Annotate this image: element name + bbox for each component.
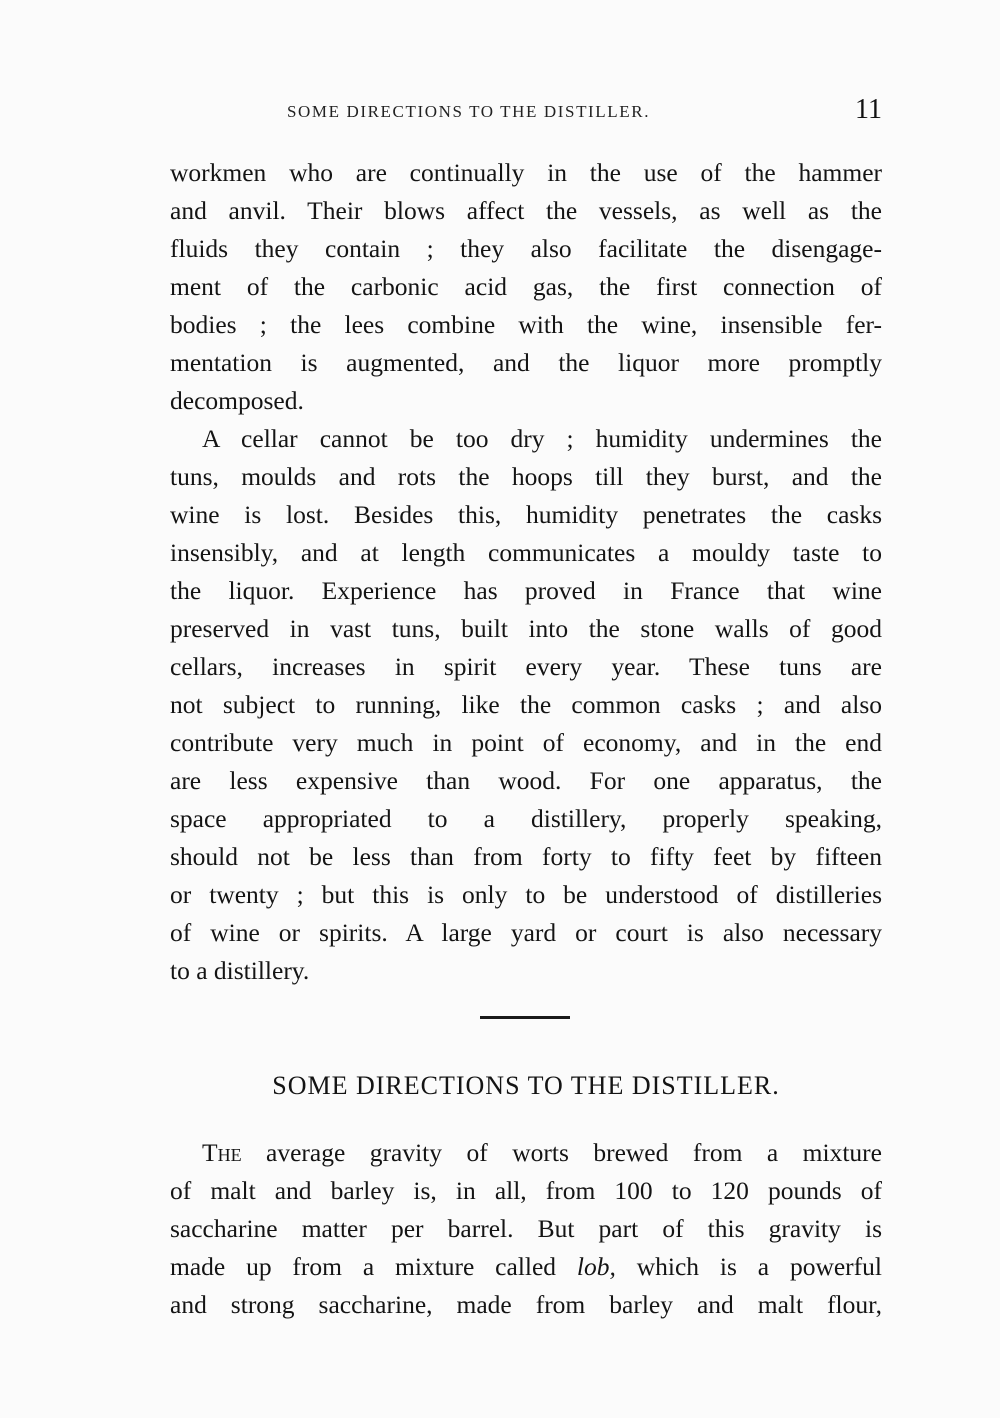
small-caps-opening: The — [202, 1138, 242, 1167]
text-line: saccharine matter per barrel. But part of this gravity is — [170, 1214, 882, 1243]
text-line: fluids they contain ; they also facilitate the disengage- — [170, 234, 882, 263]
text-line: insensibly, and at length communicates a mouldy taste to — [170, 538, 882, 567]
text-line: the liquor. Experience has proved in France that wine — [170, 576, 882, 605]
text-line: and strong saccharine, made from barley and malt flour, — [170, 1290, 882, 1319]
text-line: are less expensive than wood. For one apparatus, the — [170, 766, 882, 795]
text-line: space appropriated to a distillery, properly speaking, — [170, 804, 882, 833]
text-line: workmen who are continually in the use of the hammer — [170, 158, 882, 187]
text-run: average gravity of worts brewed from a mixture — [241, 1138, 882, 1167]
text-line: mentation is augmented, and the liquor more promptly — [170, 348, 882, 377]
text-line: preserved in vast tuns, built into the stone walls of good — [170, 614, 882, 643]
text-line: wine is lost. Besides this, humidity penetrates the casks — [170, 500, 882, 529]
paragraph-gravity — [170, 1134, 882, 1324]
text-line: decomposed. — [170, 386, 304, 415]
text-run: which is a powerful — [615, 1252, 882, 1281]
running-head — [170, 94, 882, 128]
text-line: contribute very much in point of economy, and in the end — [170, 728, 882, 757]
text-line: or twenty ; but this is only to be understood of distilleries — [170, 880, 882, 909]
text-line: cellars, increases in spirit every year. These tuns are — [170, 652, 882, 681]
paragraph-continued — [170, 154, 882, 420]
text-line: to a distillery. — [170, 956, 310, 985]
text-line — [170, 1248, 882, 1286]
text-run: made up from a mixture called — [170, 1252, 577, 1281]
text-line-indented — [170, 1134, 882, 1172]
text-line-indented: A cellar cannot be too dry ; humidity undermines the — [202, 424, 882, 453]
text-line: and anvil. Their blows affect the vessels, as well as the — [170, 196, 882, 225]
text-line: of malt and barley is, in all, from 100 to 120 pounds of — [170, 1176, 882, 1205]
text-line: not subject to running, like the common casks ; and also — [170, 690, 882, 719]
section-heading: SOME DIRECTIONS TO THE DISTILLER. — [272, 1071, 780, 1100]
section-divider-rule — [480, 1016, 570, 1019]
page-number: 11 — [855, 94, 882, 125]
text-line: bodies ; the lees combine with the wine, insensible fer- — [170, 310, 882, 339]
paragraph-cellar — [170, 420, 882, 990]
running-title: SOME DIRECTIONS TO THE DISTILLER. — [287, 102, 651, 121]
text-line: should not be less than from forty to fifty feet by fifteen — [170, 842, 882, 871]
text-line: of wine or spirits. A large yard or court is also necessary — [170, 918, 882, 947]
text-line: ment of the carbonic acid gas, the first connection of — [170, 272, 882, 301]
italic-term: lob, — [576, 1252, 616, 1281]
text-line: tuns, moulds and rots the hoops till they burst, and the — [170, 462, 882, 491]
